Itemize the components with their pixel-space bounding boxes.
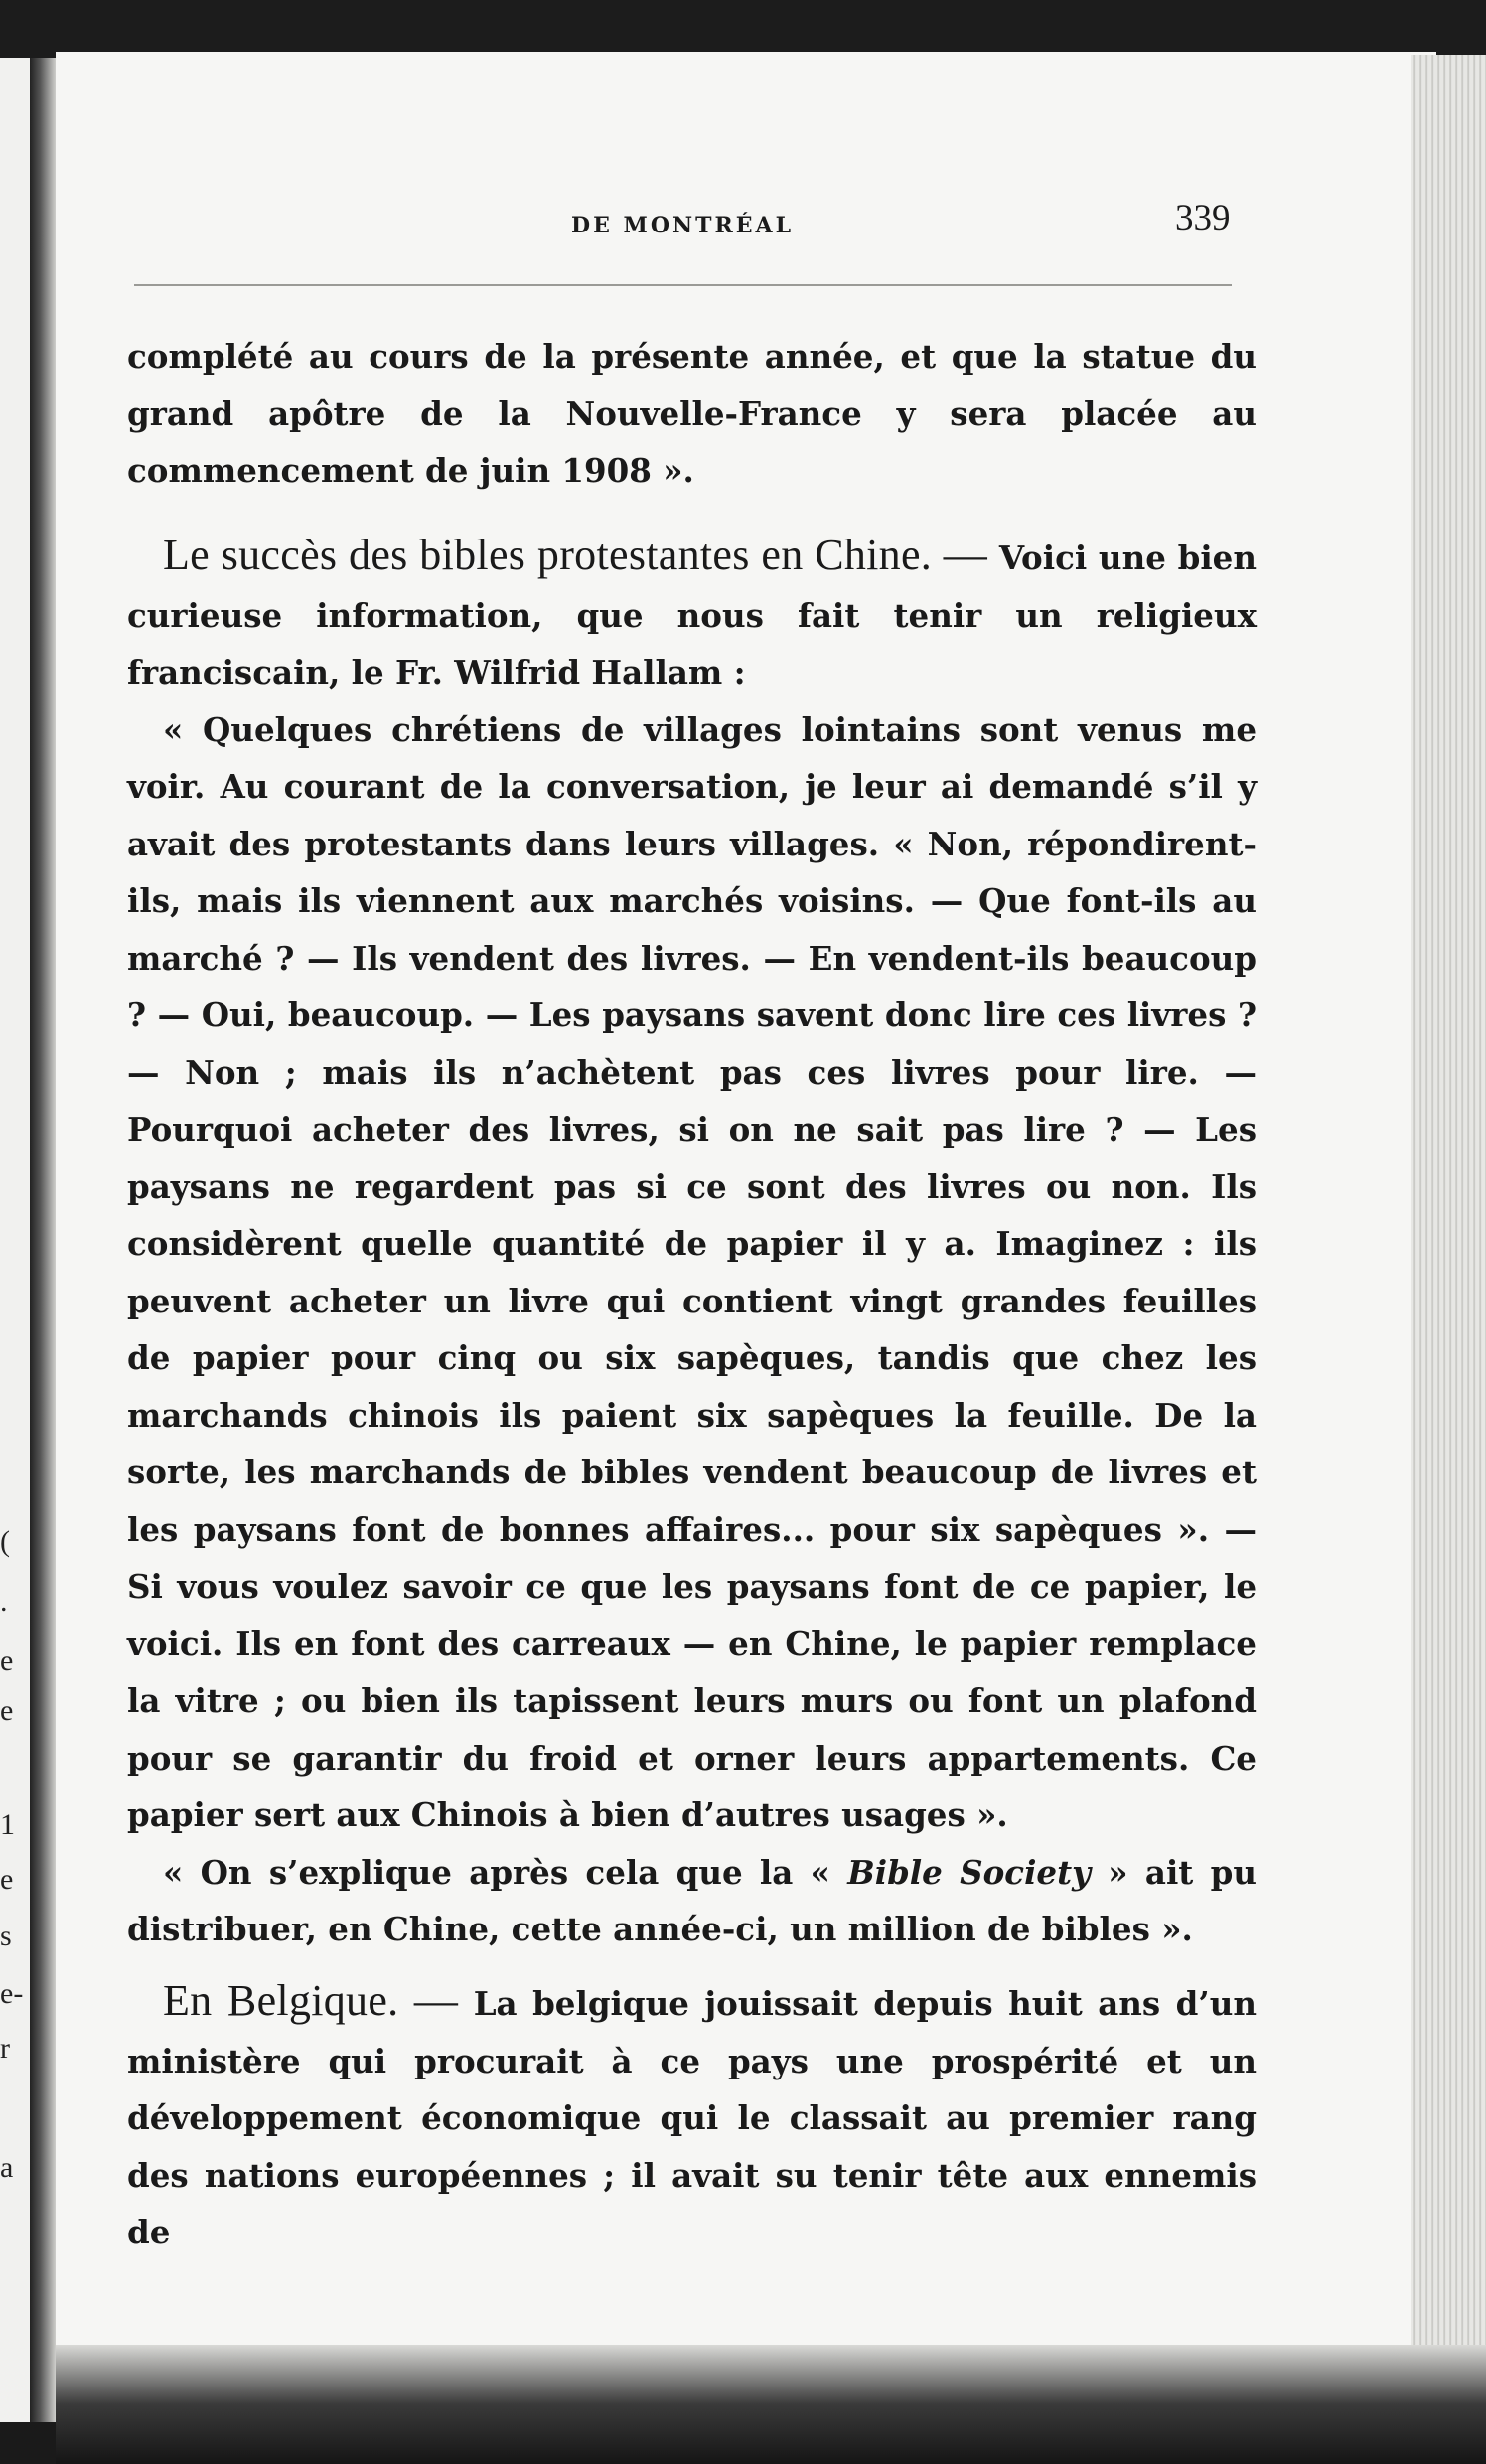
china-quote [127,701,1257,1844]
header-rule [134,284,1232,286]
running-head: DE MONTRÉAL [571,213,795,238]
page-number: 339 [1175,198,1231,238]
left-page-fragment: e [0,1694,14,1727]
left-page-fragment: e [0,1644,14,1677]
left-page-fragment: s [0,1920,12,1952]
china-heading-paragraph [127,527,1257,701]
china-closing-before: « On s’explique après cela que la « [163,1852,830,1892]
belgium-paragraph [127,1972,1257,2261]
section-title-china: Le succès des bibles protestantes en Chine. — [163,531,988,579]
scan-bottom-border [56,2345,1486,2464]
china-closing-after: » ait pu distribuer, en Chine, cette année-ci, un million de bibles ». [127,1852,1257,1948]
page-stack-edge [1411,55,1486,2370]
section-title-belgium: En Belgique. — [163,1976,459,2025]
continuation-text: complété au cours de la présente année, et que la statue du grand apôtre de la Nouvelle-France y sera placée au commencement de juin 1908 ». [127,337,1257,490]
left-page-fragment: ( [0,1525,10,1558]
book-gutter [30,58,56,2422]
belgium-text: La belgique jouissait depuis huit ans d’un ministère qui procurait à ce pays une prospérité et un développement économique qui le classait au premier rang des nations européennes ; il avait su tenir tête aux ennemis de [127,1984,1257,2251]
continuation-paragraph [127,328,1257,500]
bible-society-title: Bible Society [847,1852,1091,1892]
left-page-fragment: e- [0,1977,24,2010]
left-page-fragment: r [0,2032,10,2065]
china-closing [127,1844,1257,1958]
left-page-fragment: a [0,2151,14,2184]
section-china [127,527,1257,1958]
china-quote-text: « Quelques chrétiens de villages lointains sont venus me voir. Au courant de la conversation, je leur ai demandé s’il y avait des protestants dans leurs villages. « Non, répondirent-ils, mais ils viennent aux marchés voisins. — Que font-ils au marché ? — Ils vendent des livres. — En vendent-ils beaucoup ? — Oui, beaucoup. — Les paysans savent donc lire ces livres ? — Non ; mais ils n’achètent pas ces livres pour lire. — Pourquoi acheter des livres, si on ne sait pas lire ? — Les paysans ne regardent pas si ce sont des livres ou non. Ils considèrent quelle quantité de papier il y a. Imaginez : ils peuvent acheter un livre qui contient vingt grandes feuilles de papier pour cinq ou six sapèques, tandis que chez les marchands chinois ils paient six sapèques la feuille. De la sorte, les marchands de bibles vendent beaucoup de livres et les paysans font de bonnes affaires... pour six sapèques ». — Si vous voulez savoir ce que les paysans font de ce papier, le voici. Ils en font des carreaux — en Chine, le papier remplace la vitre ; ou bien ils tapissent leurs murs ou font un plafond pour se garantir du froid et orner leurs appartements. Ce papier sert aux Chinois à bien d’autres usages ». [127,709,1257,1834]
china-intro: Voici une bien curieuse information, que nous fait tenir un religieux franciscain, le Fr. Wilfrid Hallam : [127,539,1257,692]
left-page-fragment: . [0,1585,8,1617]
section-belgium [127,1972,1257,2261]
left-page-fragment: 1 [0,1808,15,1841]
left-page-fragment: e [0,1863,14,1896]
